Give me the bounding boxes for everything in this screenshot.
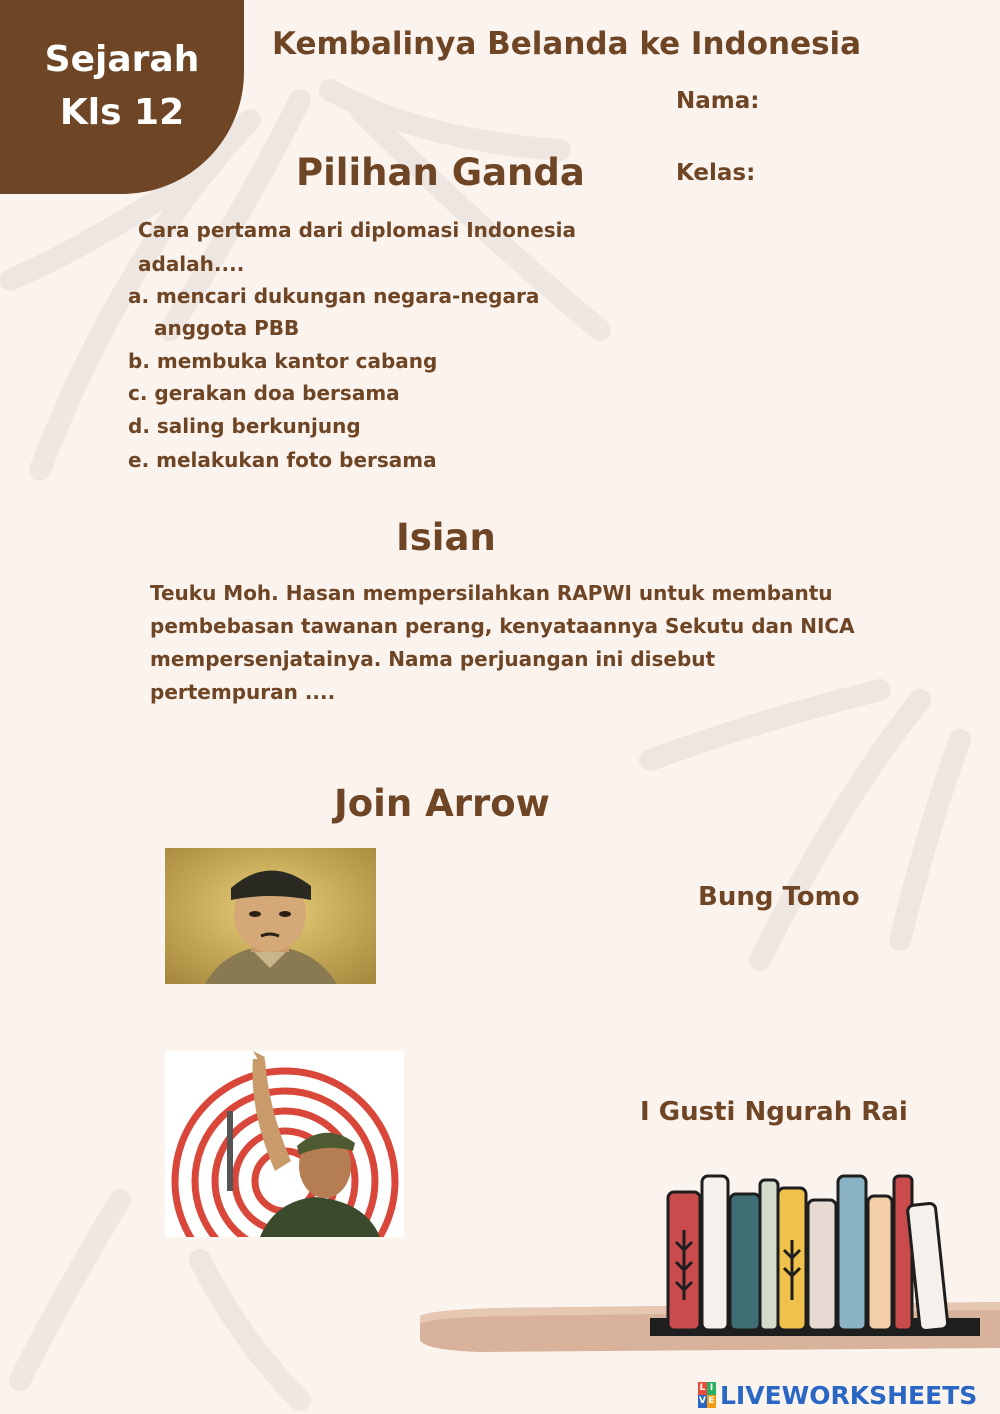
fill-in-question-line: Teuku Moh. Hasan mempersilahkan RAPWI untuk membantu xyxy=(150,581,833,605)
match-name-bung-tomo[interactable]: Bung Tomo xyxy=(698,882,860,912)
fill-in-question-line: pembebasan tawanan perang, kenyataannya Sekutu dan NICA xyxy=(150,614,855,638)
hero-portrait-image xyxy=(165,1051,404,1237)
bookshelf-illustration xyxy=(420,1170,1000,1370)
class-field-label: Kelas: xyxy=(676,160,756,186)
hero-portrait-1[interactable] xyxy=(165,848,376,984)
liveworksheets-logo xyxy=(698,1380,977,1410)
badge-class: Kls 12 xyxy=(59,92,185,133)
badge-subject: Sejarah xyxy=(44,39,200,80)
option-a: a. mencari dukungan negara-negara xyxy=(128,284,540,308)
option-e: e. melakukan foto bersama xyxy=(128,448,437,472)
name-field-label: Nama: xyxy=(676,88,760,114)
option-b: b. membuka kantor cabang xyxy=(128,349,438,373)
match-name-ngurah-rai[interactable]: I Gusti Ngurah Rai xyxy=(640,1097,908,1127)
join-arrow-heading: Join Arrow xyxy=(334,782,550,825)
option-a-continued: anggota PBB xyxy=(154,316,300,340)
fill-in-question-line: pertempuran .... xyxy=(150,680,336,704)
hero-portrait-2[interactable] xyxy=(165,1051,404,1237)
hero-portrait-image xyxy=(165,848,376,984)
liveworksheets-icon: L I V E xyxy=(699,1383,715,1406)
option-d: d. saling berkunjung xyxy=(128,414,361,438)
fill-in-question-line: mempersenjatainya. Nama perjuangan ini disebut xyxy=(150,647,716,671)
worksheet-title: Kembalinya Belanda ke Indonesia xyxy=(272,26,862,62)
fill-in-heading: Isian xyxy=(396,516,496,559)
liveworksheets-text: LIVEWORKSHEETS xyxy=(720,1380,978,1410)
option-c: c. gerakan doa bersama xyxy=(128,381,400,405)
question-line: adalah.... xyxy=(138,252,245,276)
question-line: Cara pertama dari diplomasi Indonesia xyxy=(138,218,577,242)
multiple-choice-heading: Pilihan Ganda xyxy=(296,151,585,194)
